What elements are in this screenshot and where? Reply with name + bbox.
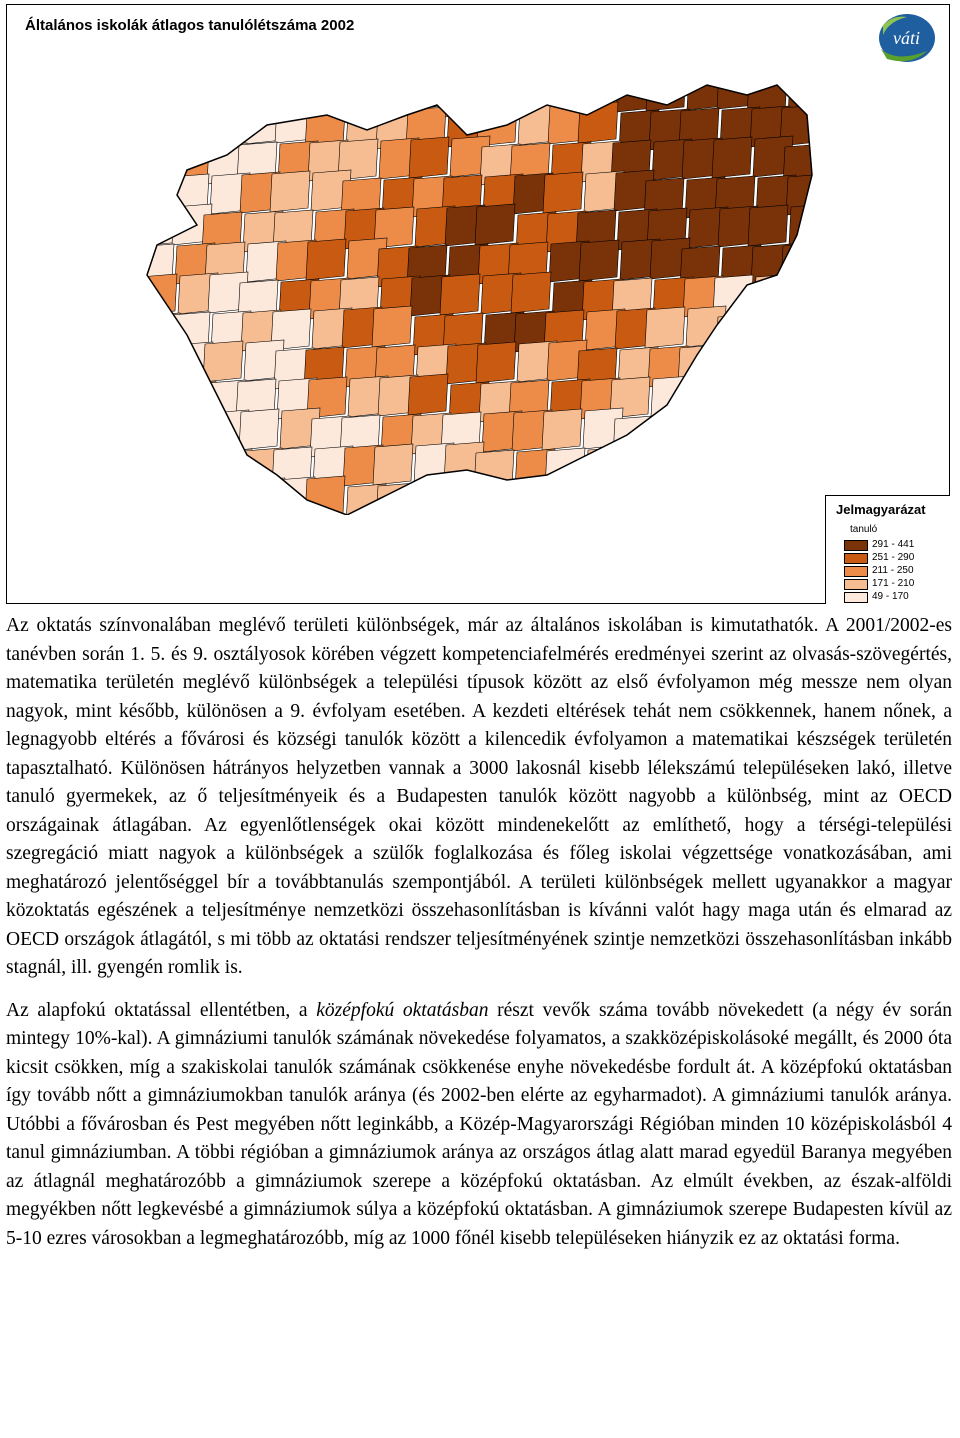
district-region — [748, 205, 788, 246]
district-region — [542, 409, 582, 450]
district-region — [474, 450, 514, 491]
district-region — [545, 448, 585, 489]
legend-swatch — [844, 592, 868, 603]
district-region — [785, 411, 825, 452]
district-region — [646, 75, 686, 111]
district-region — [137, 274, 177, 315]
district-region — [107, 75, 140, 109]
district-region — [107, 443, 140, 484]
district-region — [447, 481, 487, 515]
district-region — [107, 275, 147, 316]
district-region — [138, 412, 178, 453]
legend-label: 171 - 210 — [872, 578, 915, 589]
district-region — [204, 104, 244, 145]
district-region — [440, 274, 480, 315]
district-region — [824, 143, 827, 184]
district-region — [687, 444, 727, 485]
district-region — [645, 307, 685, 348]
paragraph-text: Az alapfokú oktatással ellentétben, a — [6, 999, 317, 1021]
district-region — [787, 312, 827, 353]
legend-label: 49 - 170 — [872, 591, 909, 602]
paragraph-emphasis: középfokú oktatásban — [316, 999, 489, 1021]
district-region — [305, 476, 345, 515]
district-region — [376, 483, 416, 515]
vati-logo — [867, 11, 937, 69]
district-region — [654, 415, 694, 456]
district-region — [477, 480, 517, 515]
map-title: Általános iskolák átlagos tanulólétszáma 2002 — [25, 17, 355, 34]
district-region — [414, 75, 454, 109]
district-region — [409, 137, 449, 178]
district-region — [171, 450, 211, 491]
paragraph-text: részt vevők száma tovább növekedett (a négy év során mintegy 10%-kal). A gimnáziumi tanulók számának növekedése folyamatos, a szakközépiskolásoké megállt, és 2000 óta kicsit csökken, míg a szakiskolai tanulók számának csökkenése enyhe növekedésbe fordult át. A középfokú oktatásban így tovább nőtt a gimnáziumokban tanulók aránya (és 2002-ben elérte az egyharmadot). A gimnáziumi tanulók aránya. Utóbbi a fővárosban és Pest megyében nőtt leginkább, a Közép-Magyarországi Régióban minden 10 középiskolásból 4 tanul gimnáziumban. A többi régióban a gimnáziumok aránya az országos átlag alatt marad egyedül Baranya megyében az átlagnál meghatározóbb a gimnáziumok szerepe a középfokú oktatásban. Az elmúlt években, az észak-alföldi megyékben nőtt legkevésbé a gimnáziumok súlya a középfokú oktatásban. A gimnáziumok szerepe Budapesten kívül az 5-10 ezres városokban a legmeghatározóbb, míg az 1000 főnél kisebb településeken hiányzik ez az oktatási forma. — [6, 999, 952, 1249]
district-region — [373, 444, 413, 485]
paragraph — [6, 997, 952, 1254]
district-region — [239, 409, 279, 450]
district-region — [780, 480, 820, 515]
district-region — [174, 105, 214, 146]
district-region — [245, 478, 285, 515]
district-region — [579, 240, 619, 281]
district-region — [144, 481, 184, 515]
district-region — [406, 482, 446, 515]
district-region — [343, 75, 383, 111]
district-region — [818, 75, 827, 115]
district-region — [752, 382, 792, 423]
district-region — [720, 482, 760, 515]
district-region — [408, 374, 448, 415]
legend-swatch — [844, 579, 868, 590]
district-region — [204, 479, 244, 515]
district-region — [679, 483, 719, 515]
district-region — [242, 75, 282, 114]
district-region — [107, 206, 141, 247]
district-region — [782, 381, 822, 422]
district-region — [790, 342, 827, 383]
district-region — [750, 481, 790, 515]
district-region — [821, 104, 827, 145]
district-region — [543, 172, 583, 213]
legend-swatch — [844, 540, 868, 551]
legend-unit: tanuló — [850, 524, 878, 535]
legend-label: 291 - 441 — [872, 539, 915, 550]
district-region — [140, 313, 180, 354]
district-region — [270, 171, 310, 212]
district-region — [168, 411, 208, 452]
district-region — [781, 243, 821, 284]
district-region — [203, 341, 243, 382]
district-region — [613, 416, 653, 457]
district-region — [144, 106, 184, 147]
district-region — [475, 204, 515, 245]
district-region — [107, 245, 144, 286]
district-region — [747, 442, 787, 483]
district-region — [141, 76, 181, 117]
district-region — [476, 342, 516, 383]
district-region — [651, 376, 691, 417]
district-region — [722, 374, 762, 415]
district-region — [712, 137, 752, 178]
district-region — [784, 273, 824, 314]
district-region — [817, 311, 827, 352]
district-region — [681, 375, 721, 416]
district-region — [714, 413, 754, 454]
district-region — [372, 306, 412, 347]
paragraph: Az oktatás színvonalában meglévő területi különbségek, már az általános iskolában is kimutathatók. A 2001/2002-es tanévben során 1. 5. és 9. osztályosok körében végzett kompetenciafelmérés eredményei szerint az olvasás-szövegértés, matematika területén meglévő különbségek a települési típusok között az első évfolyamon még messze nem olyan nagyok, mint később, különösen a 9. évfolyam esetében. A kezdeti eltérések tehát nem csökkennek, hanem nőnek, a legnagyobb eltérés a fővárosi és községi tanulók között a kilencedik évfolyamon a matematikai készségek területén tapasztalható. Különösen hátrányos helyzetben vannak a 3000 lakosnál kisebb lélekszámú településeken lakó, illetve tanuló gyermekek, az ő teljesítményeik és a Budapesten tanulók között nagyobb a különbség, mint az OECD országainak átlagában. Az egyenlőtlenségek okai között mindenekelőtt az említhető, hogy a térségi-települési szegregáció miatt nagyok a különbségek a szülők foglalkozása és főleg iskolai végzettsége vonatkozásában, ami meghatározó jelentőséggel bír a továbbtanulás szempontjából. A területi különbségek mellett ugyanakkor a magyar közoktatás egészének a teljesítménye nemzetközi összehasonlításban is kívánni valót hagy maga után és elmarad az OECD országok átlagától, s mi több az oktatási rendszer teljesítményének szintje nemzetközi összehasonlításban inkább stagnál, ill. gyengén romlik is. — [6, 615, 952, 978]
district-region — [444, 76, 484, 117]
district-region — [107, 137, 146, 178]
district-region — [306, 239, 346, 280]
district-region — [746, 313, 786, 354]
district-region — [174, 480, 214, 515]
district-region — [578, 477, 618, 515]
district-region — [107, 344, 142, 385]
district-region — [823, 380, 827, 421]
choropleth-map — [107, 75, 827, 515]
district-region — [678, 345, 718, 386]
district-region — [646, 445, 686, 486]
district-region — [548, 478, 588, 515]
district-region — [110, 314, 150, 355]
district-region — [171, 75, 211, 116]
legend — [825, 495, 950, 604]
district-region — [141, 442, 181, 483]
district-region — [619, 476, 659, 515]
district-region — [649, 484, 689, 515]
district-region — [749, 343, 789, 384]
district-region — [212, 449, 252, 490]
district-region — [474, 75, 514, 116]
district-region — [107, 482, 143, 515]
district-region — [313, 75, 353, 112]
district-region — [822, 242, 827, 283]
district-region — [717, 443, 757, 484]
district-region — [108, 413, 148, 454]
district-region — [616, 446, 656, 487]
district-region — [820, 341, 827, 382]
legend-swatch — [844, 566, 868, 577]
district-region — [107, 107, 143, 148]
district-region — [518, 479, 558, 515]
district-region — [212, 75, 252, 115]
district-region — [819, 212, 827, 253]
legend-swatch — [844, 553, 868, 564]
map-frame — [6, 4, 950, 604]
district-region — [272, 75, 312, 113]
district-region — [511, 272, 551, 313]
legend-label: 251 - 290 — [872, 552, 915, 563]
legend-label: 211 - 250 — [872, 565, 914, 576]
district-region — [684, 414, 724, 455]
district-region — [716, 314, 756, 355]
legend-title: Jelmagyarázat — [836, 502, 926, 517]
district-region — [814, 272, 827, 313]
district-region — [578, 102, 618, 143]
district-region — [719, 344, 759, 385]
district-region — [143, 343, 183, 384]
logo-text: váti — [893, 28, 920, 48]
district-region — [109, 176, 149, 217]
district-region — [176, 381, 216, 422]
district-region — [373, 75, 413, 110]
district-region — [816, 173, 827, 214]
district-region — [755, 412, 795, 453]
district-region — [136, 136, 176, 177]
district-region — [788, 450, 827, 491]
district-region — [818, 449, 827, 490]
district-region — [815, 410, 827, 451]
district-region — [139, 175, 179, 216]
district-region — [135, 382, 175, 423]
text-body — [6, 612, 952, 1267]
district-region — [107, 374, 145, 415]
